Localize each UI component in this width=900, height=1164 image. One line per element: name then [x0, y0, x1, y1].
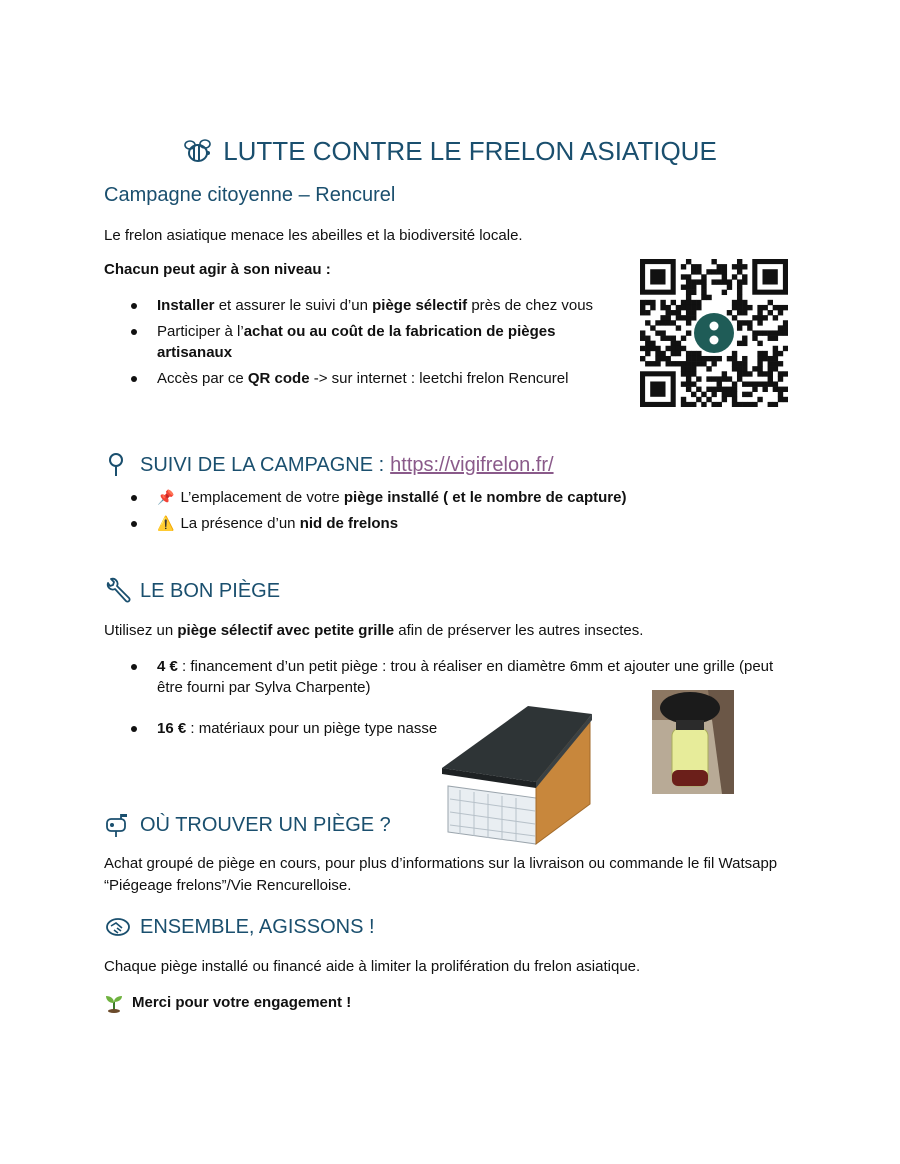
list-item: Installer et assurer le suivi d’un piège sélectif près de chez vous — [104, 295, 624, 316]
suivi-list — [104, 487, 744, 539]
list-item: Accès par ce QR code -> sur internet : leetchi frelon Rencurel — [104, 368, 624, 389]
section-ou-trouver-heading: OÙ TROUVER UN PIÈGE ? — [104, 811, 391, 839]
bee-icon — [183, 138, 213, 171]
qr-code[interactable] — [640, 259, 788, 407]
bon-piege-intro: Utilisez un piège sélectif avec petite grille afin de préserver les autres insectes. — [104, 622, 644, 639]
intro-lead: Chacun peut agir à son niveau : — [104, 261, 331, 278]
section-bon-piege-heading: LE BON PIÈGE — [104, 577, 280, 605]
ensemble-text: Chaque piège installé ou financé aide à limiter la prolifération du frelon asiatique. — [104, 958, 641, 975]
list-item: 📌 L’emplacement de votre piège installé ( et le nombre de capture) — [104, 487, 744, 508]
vigifrelon-link[interactable]: https://vigifrelon.fr/ — [390, 453, 554, 476]
warning-icon: ⚠️ — [157, 515, 175, 531]
list-item: ⚠️ La présence d’un nid de frelons — [104, 513, 744, 534]
list-item: 4 € : financement d’un petit piège : trou à réaliser en diamètre 6mm et ajouter une grille (peut être fourni par Sylva Charpente) — [104, 656, 794, 698]
intro-text: Le frelon asiatique menace les abeilles et la biodiversité locale. — [104, 227, 523, 244]
trap-box-image — [440, 704, 594, 846]
qr-logo-icon — [694, 313, 734, 353]
section-ensemble-heading: ENSEMBLE, AGISSONS ! — [104, 913, 375, 941]
pin-icon — [104, 451, 132, 479]
section-suivi-heading: SUIVI DE LA CAMPAGNE : https://vigifrelon.fr/ — [104, 451, 554, 479]
intro-list — [104, 295, 624, 394]
page-title: LUTTE CONTRE LE FRELON ASIATIQUE — [0, 136, 900, 171]
list-item: 16 € : matériaux pour un piège type nasse — [104, 718, 794, 739]
pushpin-icon: 📌 — [157, 489, 175, 505]
trap-bottle-image — [652, 690, 734, 794]
mailbox-icon — [104, 811, 132, 839]
thanks-line: Merci pour votre engagement ! — [104, 992, 351, 1014]
seedling-icon — [104, 993, 126, 1013]
wrench-icon — [104, 577, 132, 605]
subtitle: Campagne citoyenne – Rencurel — [104, 184, 396, 206]
list-item: Participer à l’achat ou au coût de la fabrication de pièges artisanaux — [104, 321, 624, 363]
handshake-icon — [104, 913, 132, 941]
ou-trouver-text: Achat groupé de piège en cours, pour plus d’informations sur la livraison ou commande le fil Watsapp “Piégeage frelons”/Vie Rencurelloise. — [104, 855, 778, 894]
